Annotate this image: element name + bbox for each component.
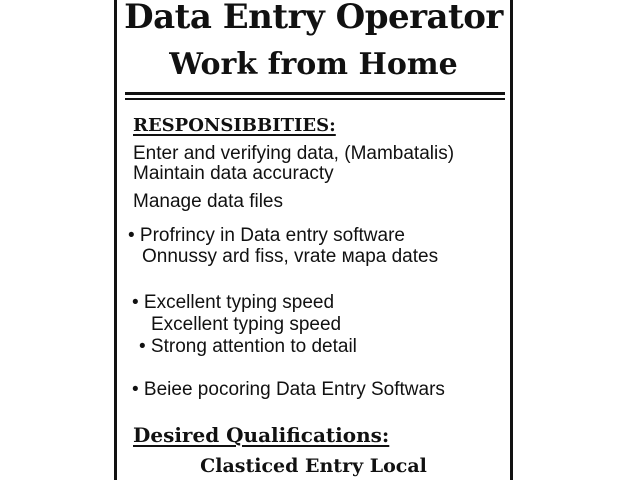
job-flyer — [114, 0, 513, 480]
responsibility-line-1: Enter and verifying data, (Mambatalis) — [133, 143, 455, 164]
responsibility-line-8: • Strong attention to detail — [139, 336, 357, 357]
responsibilities-heading: RESPONSIBBITIES: — [133, 115, 336, 136]
qualifications-heading: Desired Qualifications: — [133, 423, 390, 447]
responsibility-line-9: • Beiee pocoring Data Entry Softwars — [132, 379, 445, 400]
flyer-title: Data Entry Operator — [124, 0, 503, 37]
responsibility-line-3: Manage data files — [133, 191, 283, 212]
responsibility-line-7: Excellent typing speed — [151, 314, 342, 335]
qualifications-line: Clasticed Entry Local — [200, 455, 427, 477]
flyer-subtitle: Work from Home — [169, 47, 458, 82]
title-divider-thick — [125, 92, 505, 95]
responsibility-line-4: • Profrincy in Data entry software — [128, 225, 405, 246]
responsibility-line-5: Onnussy ard fiss, vrate мapa dates — [142, 246, 439, 267]
responsibility-line-6: • Excellent typing speed — [132, 292, 335, 313]
title-divider-thin — [125, 98, 505, 100]
responsibility-line-2: Maintain data accuracty — [133, 163, 334, 184]
